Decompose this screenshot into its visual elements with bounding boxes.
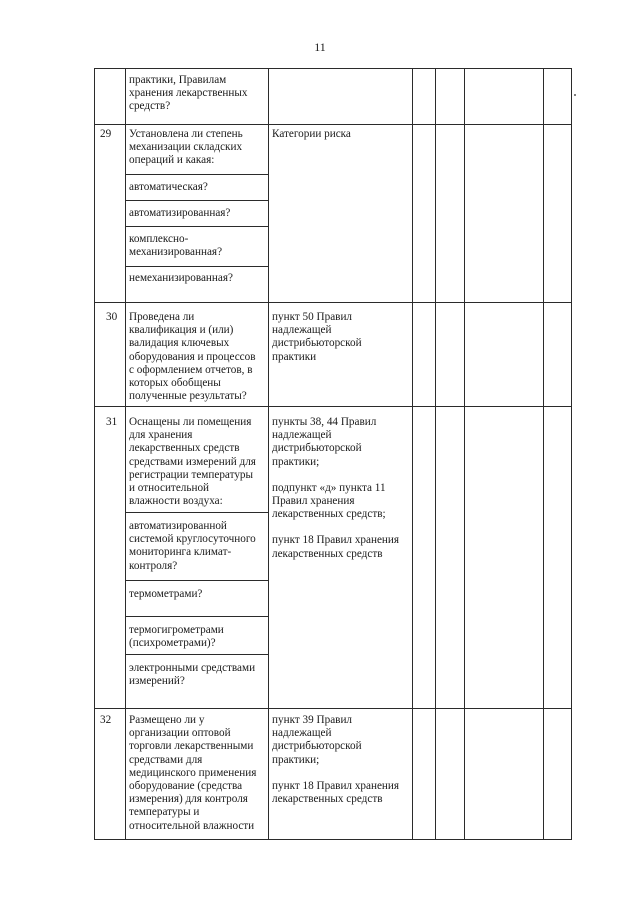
subrow-line — [125, 226, 269, 227]
col-line — [125, 68, 126, 840]
sub-question: автоматизированная? — [129, 207, 231, 219]
row-number: 32 — [100, 714, 112, 726]
question-text: практики, Правилам хранения лекарственных средств? — [129, 74, 248, 113]
reference-text: пункты 38, 44 Правил надлежащей дистрибьюторской практики; подпункт «д» пункта 11 Правил хранения лекарственных средств; пункт 18 Правил хранения лекарственных средств — [272, 416, 400, 560]
row-line — [94, 124, 572, 125]
checklist-table — [94, 68, 572, 840]
subrow-line — [125, 580, 269, 581]
question-text: Размещено ли у организации оптовой торговли лекарственными средствами для медицинского применения оборудование (средства измерения) для контроля температуры и относительной влажности — [129, 714, 257, 832]
row-line — [94, 68, 572, 69]
scan-speck — [574, 94, 576, 96]
row-line — [94, 406, 572, 407]
row-line — [94, 839, 572, 840]
reference-text: Категории риска — [272, 128, 351, 140]
col-line — [412, 68, 413, 840]
row-line — [94, 708, 572, 709]
sub-question: автоматическая? — [129, 181, 208, 193]
reference-text: пункт 39 Правил надлежащей дистрибьюторской практики; пункт 18 Правил хранения лекарственных средств — [272, 714, 400, 806]
col-line — [94, 68, 95, 840]
sub-question: электронными средствами измерений? — [129, 662, 256, 688]
col-line — [268, 68, 269, 840]
subrow-line — [125, 200, 269, 201]
col-line — [543, 68, 544, 840]
row-number: 31 — [106, 416, 118, 428]
col-line — [464, 68, 465, 840]
sub-question: термометрами? — [129, 588, 203, 600]
page-number: 11 — [314, 40, 326, 54]
row-number: 30 — [106, 311, 118, 323]
col-line — [571, 68, 572, 840]
subrow-line — [125, 512, 269, 513]
reference-text: пункт 50 Правил надлежащей дистрибьюторской практики — [272, 311, 362, 363]
subrow-line — [125, 616, 269, 617]
subrow-line — [125, 266, 269, 267]
question-text: Установлена ли степень механизации складских операций и какая: — [129, 128, 243, 167]
row-line — [94, 302, 572, 303]
question-text: Оснащены ли помещения для хранения лекарственных средств средствами измерений для регистрации температуры и относительной влажности воздуха: — [129, 416, 256, 508]
subrow-line — [125, 174, 269, 175]
question-text: Проведена ли квалификация и (или) валидация ключевых оборудования и процессов с оформлением отчетов, в которых обобщены полученные результаты? — [129, 311, 256, 403]
sub-question: немеханизированная? — [129, 272, 233, 284]
sub-question: термогигрометрами (психрометрами)? — [129, 624, 224, 650]
sub-question: комплексно- механизированная? — [129, 233, 223, 259]
row-number: 29 — [100, 128, 112, 140]
col-line — [435, 68, 436, 840]
sub-question: автоматизированной системой круглосуточного мониторинга климат- контроля? — [129, 520, 256, 572]
subrow-line — [125, 654, 269, 655]
